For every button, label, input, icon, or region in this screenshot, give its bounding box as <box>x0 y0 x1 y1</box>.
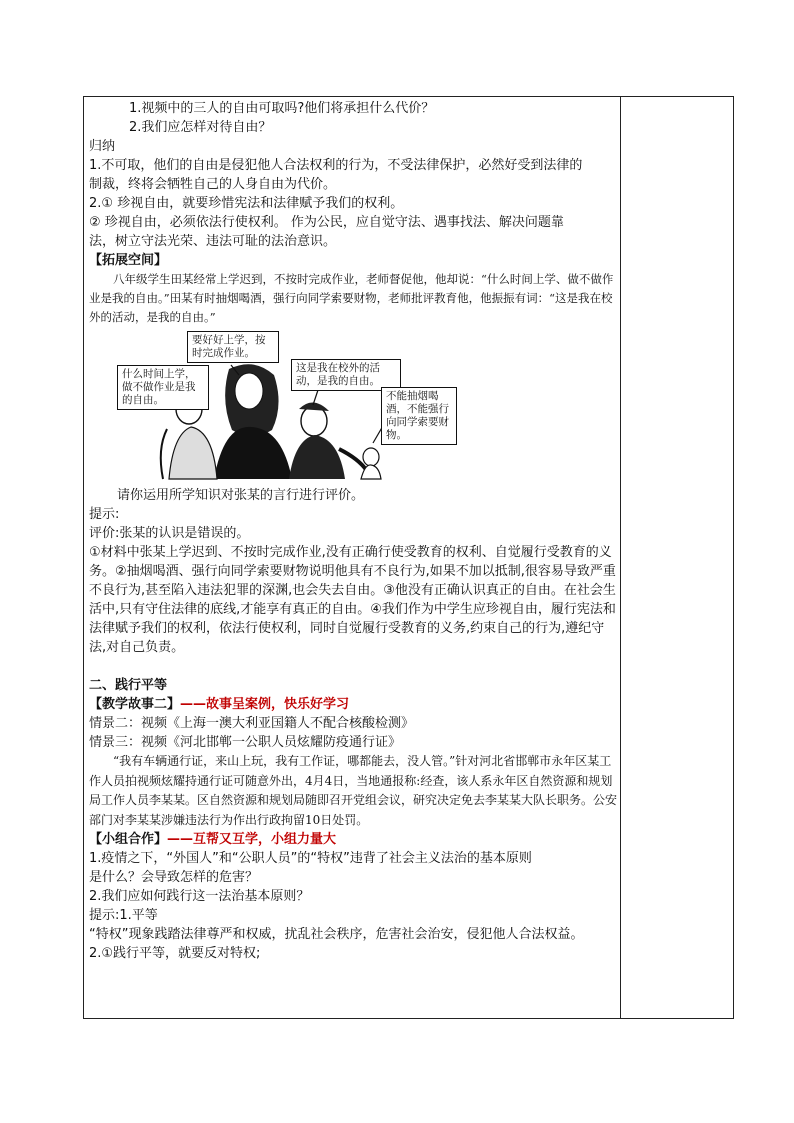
extend-text: 八年级学生田某经常上学迟到，不按时完成作业，老师督促他，他却说：“什么时间上学、做不做作业是我的自由。”田某有时抽烟喝酒，强行向同学索要财物，老师批评教育他，他振振有词：“这是我在校外的活动，是我的自由。” <box>89 272 614 324</box>
section-2-title: 二、践行平等 <box>89 678 168 693</box>
group-q1a: 1.疫情之下，“外国人”和“公职人员”的“特权”违背了社会主义法治的基本原则 <box>89 851 532 866</box>
group-heading <box>89 830 617 849</box>
lesson-content <box>89 99 617 963</box>
scene-3 <box>89 733 617 752</box>
bubble-smoke: 不能抽烟喝酒，不能强行向同学索要财物。 <box>381 387 457 445</box>
evaluate-prompt: 请你运用所学知识对张某的言行进行评价。 <box>117 488 365 503</box>
group-label: 【小组合作】 <box>89 832 168 847</box>
bubble-teacher: 要好好上学，按时完成作业。 <box>187 331 279 363</box>
bubble-student: 什么时间上学，做不做作业是我的自由。 <box>117 365 209 410</box>
story-2-heading <box>89 695 617 714</box>
story-para: “我有车辆通行证，来山上玩，我有工作证，哪都能去，没人管。”针对河北省邯郸市永年区某工作人员拍视频炫耀持通行证可随意外出，4月4日，当地通报称:经查，该人系永年区自然资源和规划局工作人员李某某。区自然资源和规划局随即召开党组会议，研究决定免去李某某大队长职务。公安部门对李某某涉嫌违法行为作出行政拘留10日处罚。 <box>89 754 618 827</box>
column-divider <box>620 96 621 1019</box>
group-q1b: 是什么？会导致怎样的危害？ <box>89 870 259 885</box>
story-2-label: 【教学故事二】 <box>89 697 181 712</box>
summary-3b: 法，树立守法光荣、违法可耻的法治意识。 <box>89 234 337 249</box>
story-2-sub: ——故事呈案例，快乐好学习 <box>180 697 350 712</box>
summary-2: 2.① 珍视自由，就要珍惜宪法和法律赋予我们的权利。 <box>89 196 404 211</box>
group-last: 2.①践行平等，就要反对特权; <box>89 946 261 961</box>
scene-3-text: 情景三：视频《河北邯郸一公职人员炫耀防疫通行证》 <box>89 735 402 750</box>
question-1: 1.视频中的三人的自由可取吗?他们将承担什么代价？ <box>129 101 435 116</box>
eval-para: ①材料中张某上学迟到、不按时完成作业,没有正确行使受教育的权利、自觉履行受教育的义务。②抽烟喝酒、强行向同学索要财物说明他具有不良行为,如果不加以抵制,很容易导致严重不良行为,甚至陷入违法犯罪的深渊,也会失去自由。③他没有正确认识真正的自由。在社会生活中,只有守住法律的底线,才能享有真正的自由。④我们作为中学生应珍视自由，履行宪法和法律赋予我们的权利，依法行使权利，同时自觉履行受教育的义务,约束自己的行为,遵纪守法,对自己负责。 <box>89 545 616 655</box>
group-para: “特权”现象践踏法律尊严和权威，扰乱社会秩序，危害社会治安，侵犯他人合法权益。 <box>89 927 584 942</box>
summary-1a: 1.不可取，他们的自由是侵犯他人合法权利的行为，不受法律保护，必然好受到法律的 <box>89 158 583 173</box>
scene-2-text: 情景二：视频《上海一澳大利亚国籍人不配合核酸检测》 <box>89 716 415 731</box>
summary-label: 归纳 <box>89 139 116 154</box>
eval-line: 评价:张某的认识是错误的。 <box>89 526 250 541</box>
hint-label: 提示: <box>89 507 120 522</box>
group-hint: 提示:1.平等 <box>89 908 158 923</box>
bubble-outside: 这是我在校外的活动，是我的自由。 <box>291 359 401 391</box>
summary-3a: ② 珍视自由，必须依法行使权利。 作为公民，应自觉守法、遇事找法、解决问题靠 <box>89 215 564 230</box>
group-sub: ——互帮又互学，小组力量大 <box>167 832 337 847</box>
group-q2: 2.我们应如何践行这一法治基本原则？ <box>89 889 310 904</box>
extend-title: 【拓展空间】 <box>89 253 168 268</box>
cartoon-illustration <box>109 329 449 484</box>
question-2: 2.我们应怎样对待自由？ <box>129 120 272 135</box>
summary-1b: 制裁，终将会牺牲自己的人身自由为代价。 <box>89 177 337 192</box>
scene-2 <box>89 714 617 733</box>
